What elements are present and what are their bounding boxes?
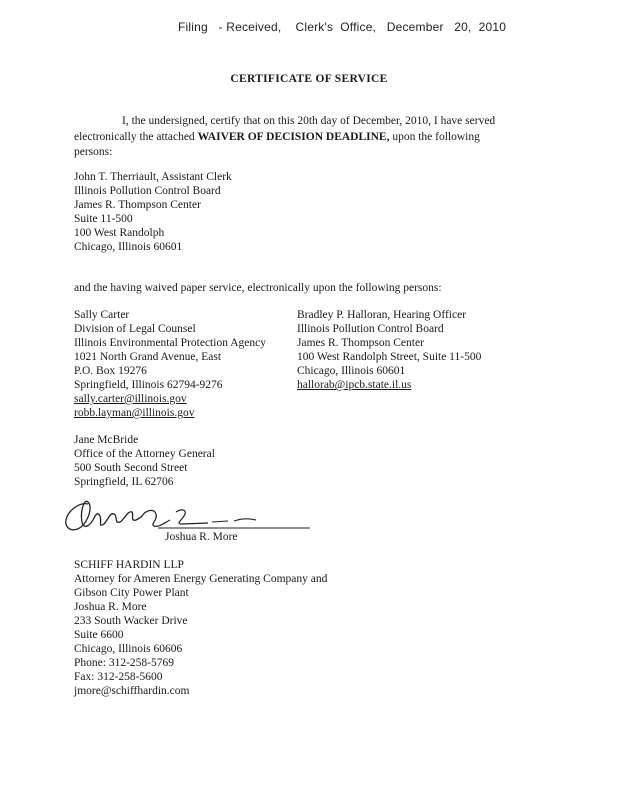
address-line: Division of Legal Counsel	[74, 323, 196, 335]
address-line: Illinois Pollution Control Board	[74, 185, 221, 197]
main-recipient-address	[74, 170, 232, 254]
address-line: 100 West Randolph Street, Suite 11-500	[297, 351, 482, 363]
address-line: Jane McBride	[74, 434, 139, 446]
email-link[interactable]: sally.carter@illinois.gov	[74, 393, 187, 405]
signatory-name: Joshua R. More	[165, 531, 238, 543]
address-line: 1021 North Grand Avenue, East	[74, 351, 222, 363]
document-title: CERTIFICATE OF SERVICE	[230, 73, 388, 85]
firm-line: Fax: 312-258-5600	[74, 671, 163, 683]
firm-line: 233 South Wacker Drive	[74, 615, 188, 627]
address-line: Illinois Pollution Control Board	[297, 323, 444, 335]
firm-line: Phone: 312-258-5769	[74, 657, 174, 669]
address-line: Bradley P. Halloran, Hearing Officer	[297, 309, 467, 321]
intro-paragraph	[74, 114, 514, 161]
firm-line: Joshua R. More	[74, 601, 147, 613]
address-line: Chicago, Illinois 60601	[297, 365, 406, 377]
address-line: 500 South Second Street	[74, 462, 188, 474]
left-recipient-address	[74, 308, 266, 420]
address-line: Chicago, Illinois 60601	[74, 241, 183, 253]
firm-line: Gibson City Power Plant	[74, 587, 189, 599]
intro-text-part1: I, the undersigned, certify that on this 20th day of December, 2010, I have served electronically the attached	[74, 115, 496, 143]
filing-header: Filing - Received, Clerk's Office, December 20, 2010	[178, 20, 507, 34]
firm-address	[74, 558, 327, 698]
address-line: Suite 11-500	[74, 213, 133, 225]
firm-line: Attorney for Ameren Energy Generating Company and	[74, 573, 328, 585]
address-line: 100 West Randolph	[74, 227, 165, 239]
firm-line: SCHIFF HARDIN LLP	[74, 559, 184, 571]
firm-line: Chicago, Illinois 60606	[74, 643, 183, 655]
third-recipient-address	[74, 433, 215, 489]
email-link[interactable]: hallorab@ipcb.state.il.us	[297, 379, 412, 391]
address-line: James R. Thompson Center	[297, 337, 424, 349]
email-link[interactable]: robb.layman@illinois.gov	[74, 407, 195, 419]
waived-service-text: and the having waived paper service, electronically upon the following persons:	[74, 282, 442, 294]
right-recipient-address	[297, 308, 481, 392]
address-line: John T. Therriault, Assistant Clerk	[74, 171, 232, 183]
address-line: Springfield, Illinois 62794-9276	[74, 379, 223, 391]
firm-line: jmore@schiffhardin.com	[74, 685, 190, 697]
address-line: Illinois Environmental Protection Agency	[74, 337, 266, 349]
address-line: P.O. Box 19276	[74, 365, 147, 377]
address-line: Sally Carter	[74, 309, 130, 321]
firm-line: Suite 6600	[74, 629, 124, 641]
document-name: WAIVER OF DECISION DEADLINE,	[197, 130, 390, 143]
address-line: Springfield, IL 62706	[74, 476, 174, 488]
intro-text-part2: upon the following persons:	[74, 130, 480, 158]
address-line: Office of the Attorney General	[74, 448, 215, 460]
address-line: James R. Thompson Center	[74, 199, 201, 211]
